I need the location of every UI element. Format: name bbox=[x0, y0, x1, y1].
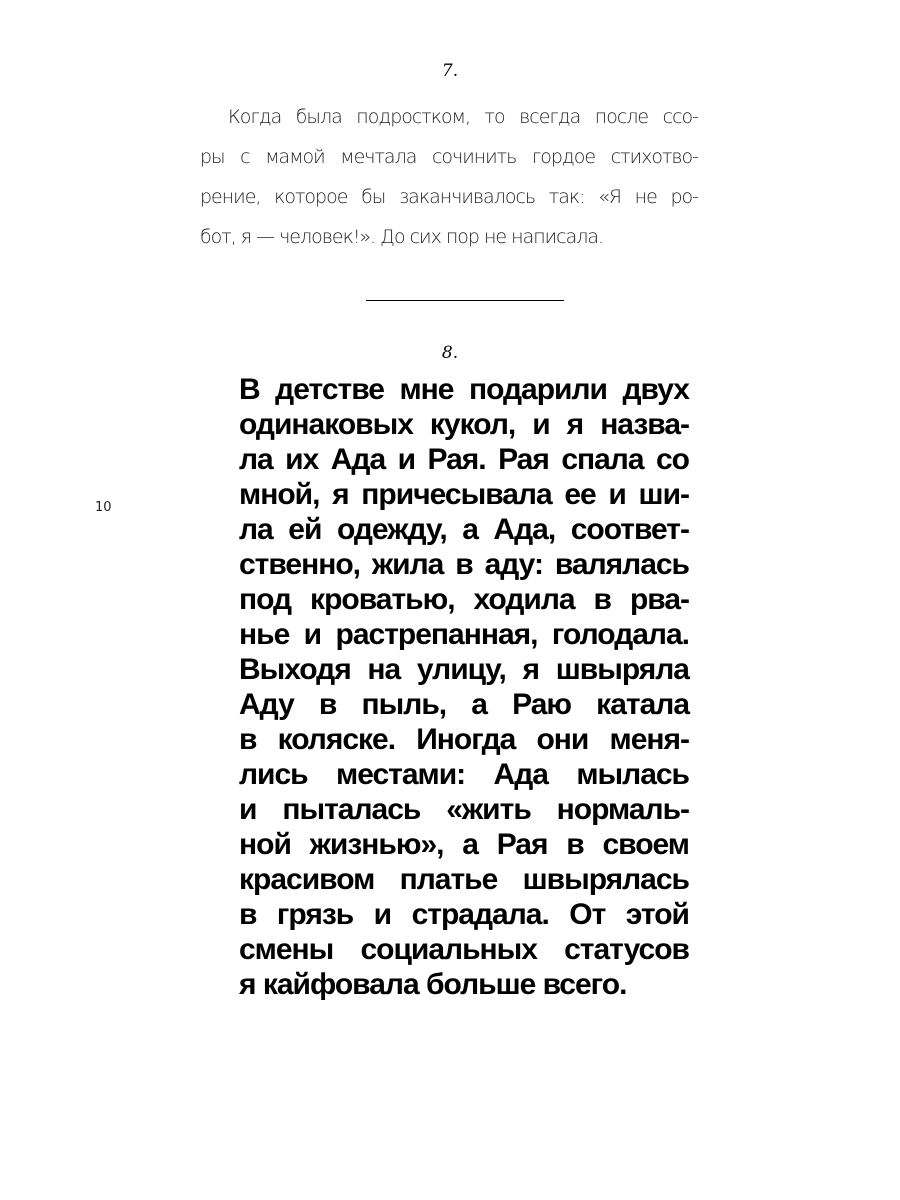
section-divider bbox=[366, 300, 564, 301]
paragraph-line: в грязь и страдала. От этой bbox=[239, 898, 689, 931]
paragraph-line: В детстве мне подарили двух bbox=[239, 373, 689, 406]
paragraph-line: нье и растрепанная, голодала. bbox=[239, 618, 689, 651]
paragraph-line: рение, которое бы заканчивалось так: «Я не ро- bbox=[200, 186, 698, 208]
paragraph-line: лись местами: Ада мылась bbox=[239, 758, 689, 791]
paragraph-line: Аду в пыль, а Раю катала bbox=[239, 688, 689, 721]
paragraph-line: мной, я причесывала ее и ши- bbox=[239, 478, 689, 511]
paragraph-line: и пыталась «жить нормаль- bbox=[239, 793, 689, 826]
section-number-8: 8. bbox=[441, 343, 459, 363]
paragraph-line: смены социальных статусов bbox=[239, 933, 689, 966]
page-number: 10 bbox=[95, 500, 112, 515]
paragraph-line: под кроватью, ходила в рва- bbox=[239, 583, 689, 616]
paragraph-line: Выходя на улицу, я швыряла bbox=[239, 653, 689, 686]
section-number-7: 7. bbox=[441, 61, 459, 81]
paragraph-line: Когда была подростком, то всегда после ссо- bbox=[228, 106, 698, 128]
paragraph-line: бот, я — человек!». До сих пор не написала. bbox=[200, 226, 604, 248]
paragraph-line: ла ей одежду, а Ада, соответ- bbox=[239, 513, 689, 546]
paragraph-line: красивом платье швырялась bbox=[239, 863, 689, 896]
paragraph-line: ры с мамой мечтала сочинить гордое стихотво- bbox=[200, 146, 698, 168]
paragraph-line: в коляске. Иногда они меня- bbox=[239, 723, 689, 756]
paragraph-line: я кайфовала больше всего. bbox=[239, 968, 627, 1001]
paragraph-line: ной жизнью», а Рая в своем bbox=[239, 828, 689, 861]
paragraph-line: ственно, жила в аду: валялась bbox=[239, 548, 689, 581]
paragraph-line: ла их Ада и Рая. Рая спала со bbox=[239, 443, 689, 476]
paragraph-line: одинаковых кукол, и я назва- bbox=[239, 408, 689, 441]
